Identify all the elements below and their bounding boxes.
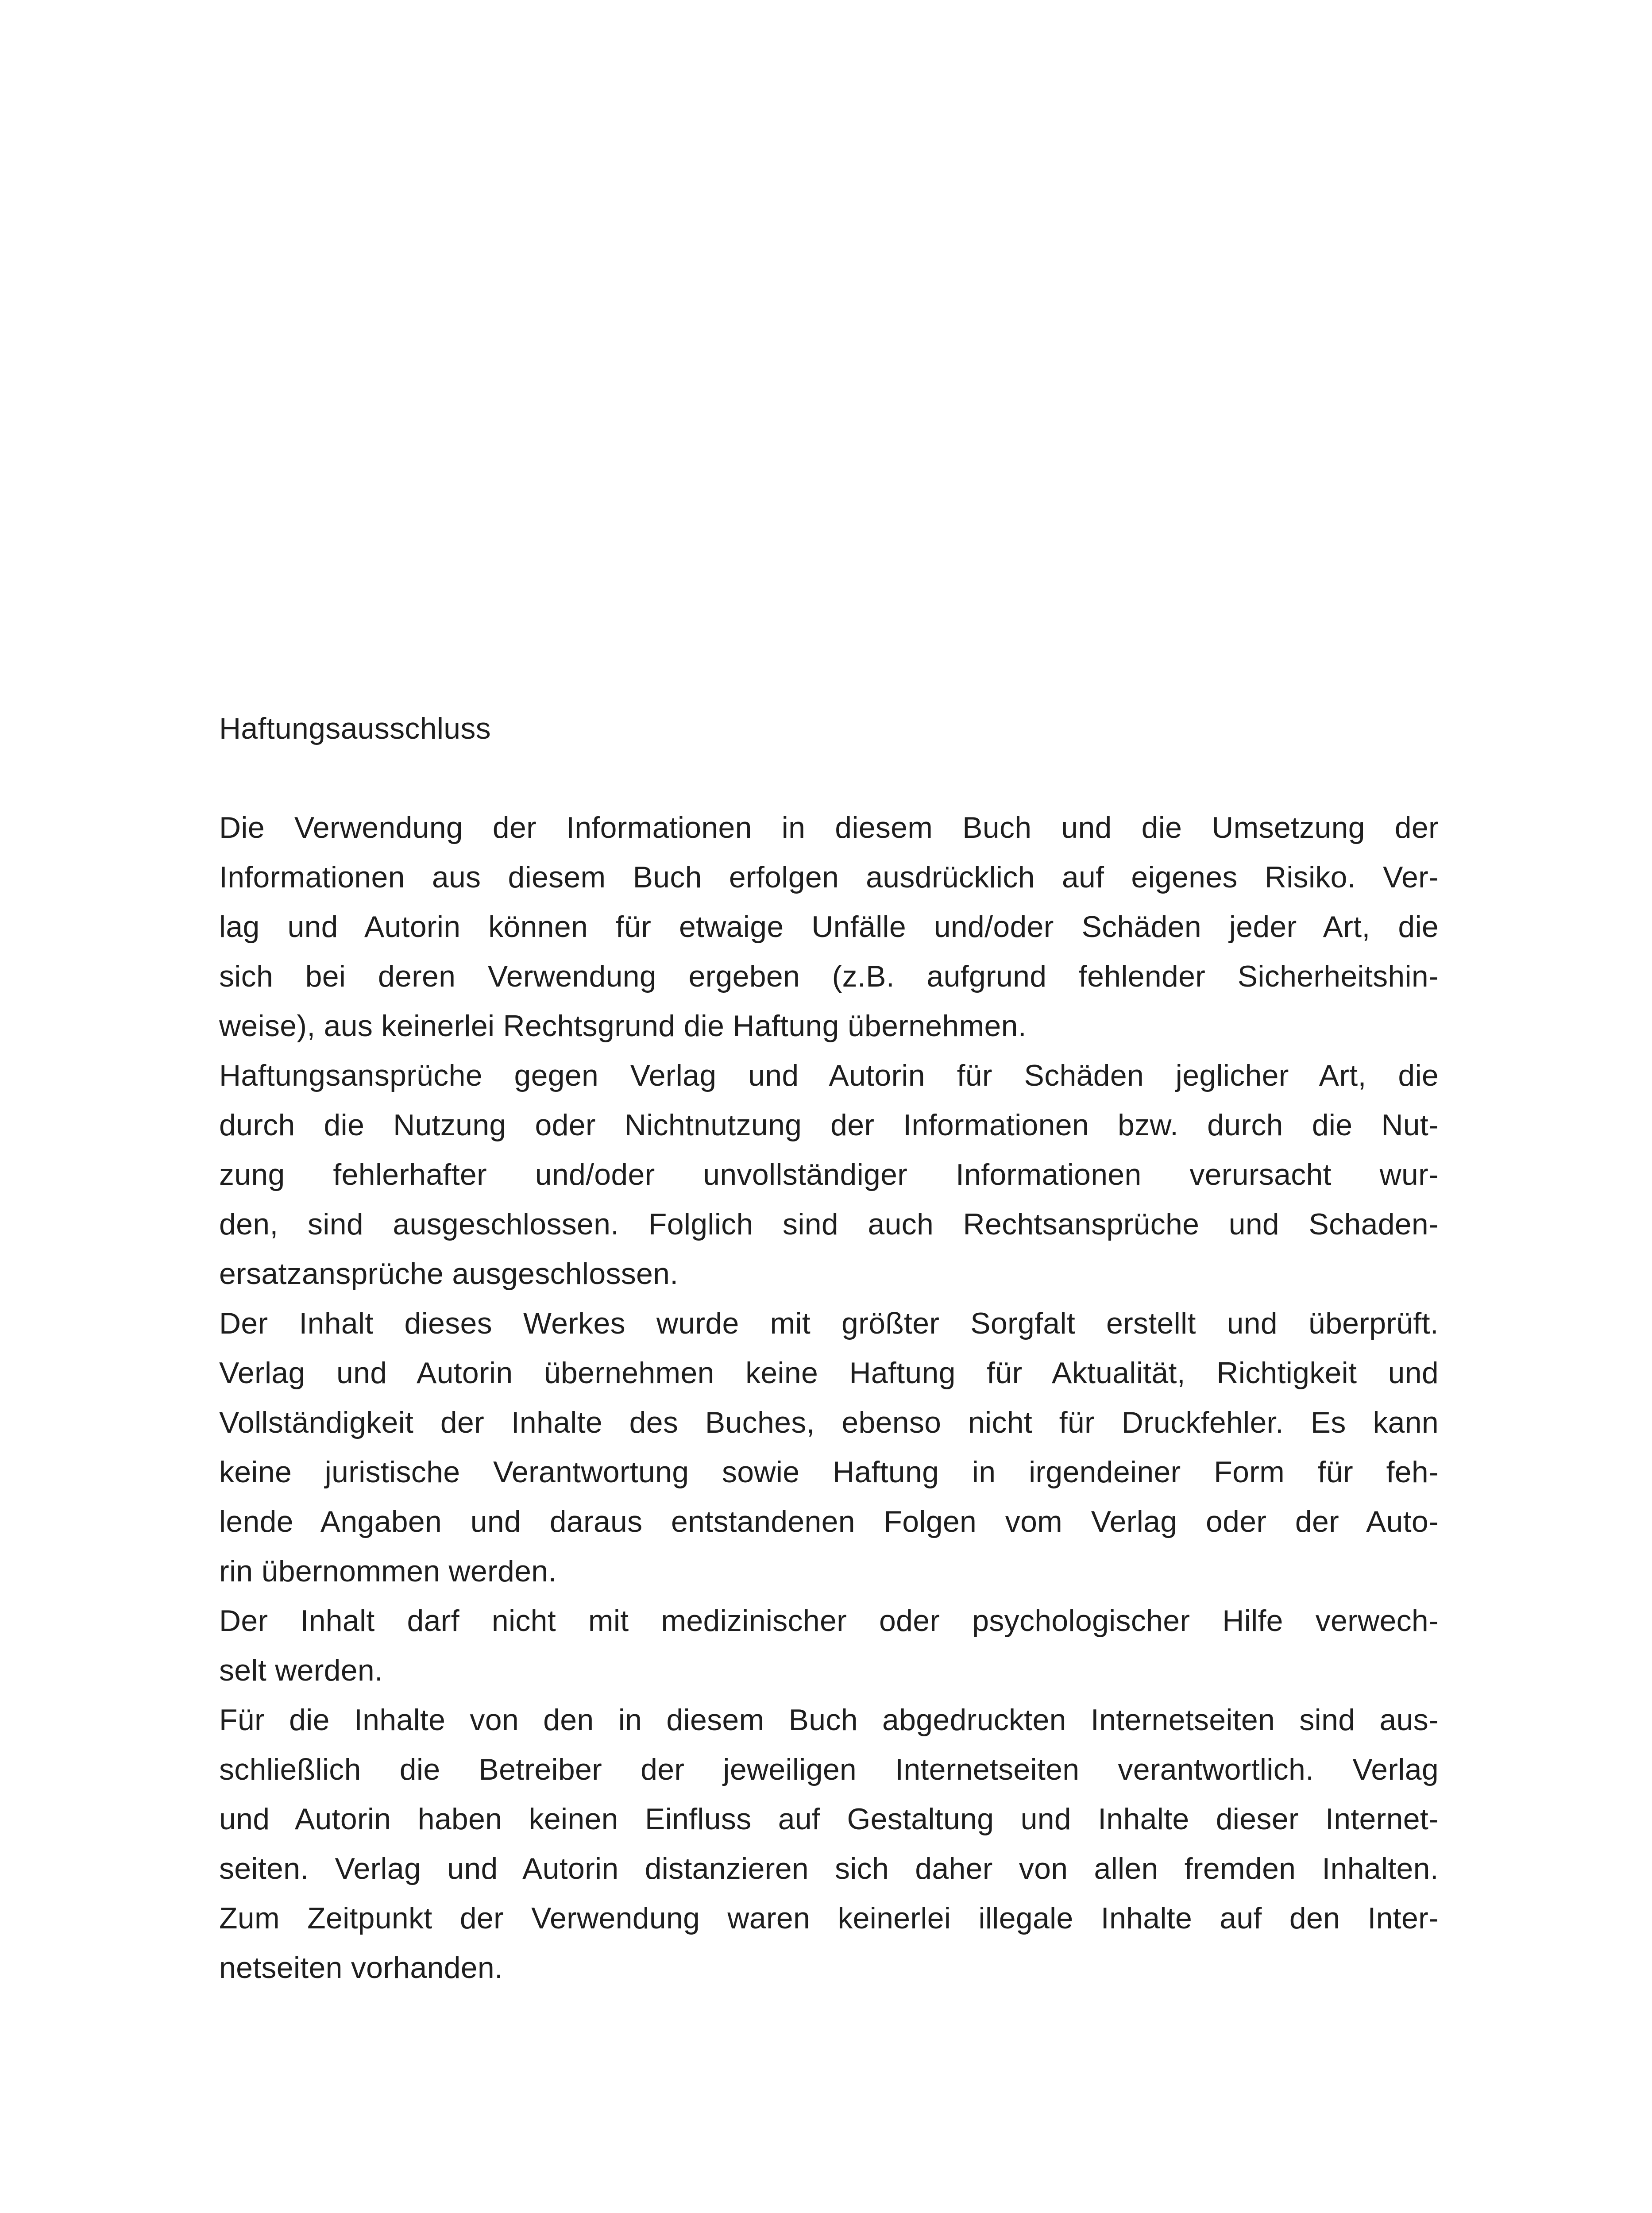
disclaimer-heading: Haftungsausschluss xyxy=(219,712,491,745)
disclaimer-section xyxy=(219,704,1439,1993)
text-line: Der Inhalt darf nicht mit medizinischer oder psychologischer Hilfe verwech- xyxy=(219,1604,1439,1638)
text-line: Vollständigkeit der Inhalte des Buches, ebenso nicht für Druckfehler. Es kann xyxy=(219,1406,1439,1439)
text-line: Der Inhalt dieses Werkes wurde mit größter Sorgfalt erstellt und überprüft. xyxy=(219,1307,1439,1340)
text-line: lag und Autorin können für etwaige Unfälle und/oder Schäden jeder Art, die xyxy=(219,910,1439,944)
text-line: Zum Zeitpunkt der Verwendung waren keinerlei illegale Inhalte auf den Inter- xyxy=(219,1901,1439,1935)
paragraph-medical-notice xyxy=(219,1596,1439,1695)
text-line: selt werden. xyxy=(219,1654,383,1687)
text-line: Die Verwendung der Informationen in diesem Buch und die Umsetzung der xyxy=(219,811,1439,844)
text-line: seiten. Verlag und Autorin distanzieren sich daher von allen fremden Inhalten. xyxy=(219,1852,1439,1885)
text-line: rin übernommen werden. xyxy=(219,1554,557,1588)
text-line: lende Angaben und daraus entstandenen Folgen vom Verlag oder der Auto- xyxy=(219,1505,1439,1538)
text-line: durch die Nutzung oder Nichtnutzung der Informationen bzw. durch die Nut- xyxy=(219,1108,1439,1142)
text-line: netseiten vorhanden. xyxy=(219,1951,503,1985)
text-line: und Autorin haben keinen Einfluss auf Gestaltung und Inhalte dieser Internet- xyxy=(219,1802,1439,1836)
text-line: schließlich die Betreiber der jeweiligen Internetseiten verantwortlich. Verlag xyxy=(219,1753,1439,1786)
paragraph-usage-risk xyxy=(219,803,1439,1051)
text-line: ersatzansprüche ausgeschlossen. xyxy=(219,1257,679,1291)
paragraph-content-accuracy xyxy=(219,1299,1439,1596)
text-line: zung fehlerhafter und/oder unvollständiger Informationen verursacht wur- xyxy=(219,1158,1439,1191)
paragraph-external-links xyxy=(219,1695,1439,1993)
text-line: Haftungsansprüche gegen Verlag und Autorin für Schäden jeglicher Art, die xyxy=(219,1059,1439,1092)
text-line: Informationen aus diesem Buch erfolgen ausdrücklich auf eigenes Risiko. Ver- xyxy=(219,860,1439,894)
paragraph-liability-claims xyxy=(219,1051,1439,1299)
text-line: sich bei deren Verwendung ergeben (z.B. aufgrund fehlender Sicherheitshin- xyxy=(219,960,1439,993)
text-line: keine juristische Verantwortung sowie Haftung in irgendeiner Form für feh- xyxy=(219,1455,1439,1489)
text-line: weise), aus keinerlei Rechtsgrund die Haftung übernehmen. xyxy=(219,1009,1027,1043)
text-line: Für die Inhalte von den in diesem Buch abgedruckten Internetseiten sind aus- xyxy=(219,1703,1439,1737)
text-line: Verlag und Autorin übernehmen keine Haftung für Aktualität, Richtigkeit und xyxy=(219,1356,1439,1390)
text-line: den, sind ausgeschlossen. Folglich sind auch Rechtsansprüche und Schaden- xyxy=(219,1207,1439,1241)
